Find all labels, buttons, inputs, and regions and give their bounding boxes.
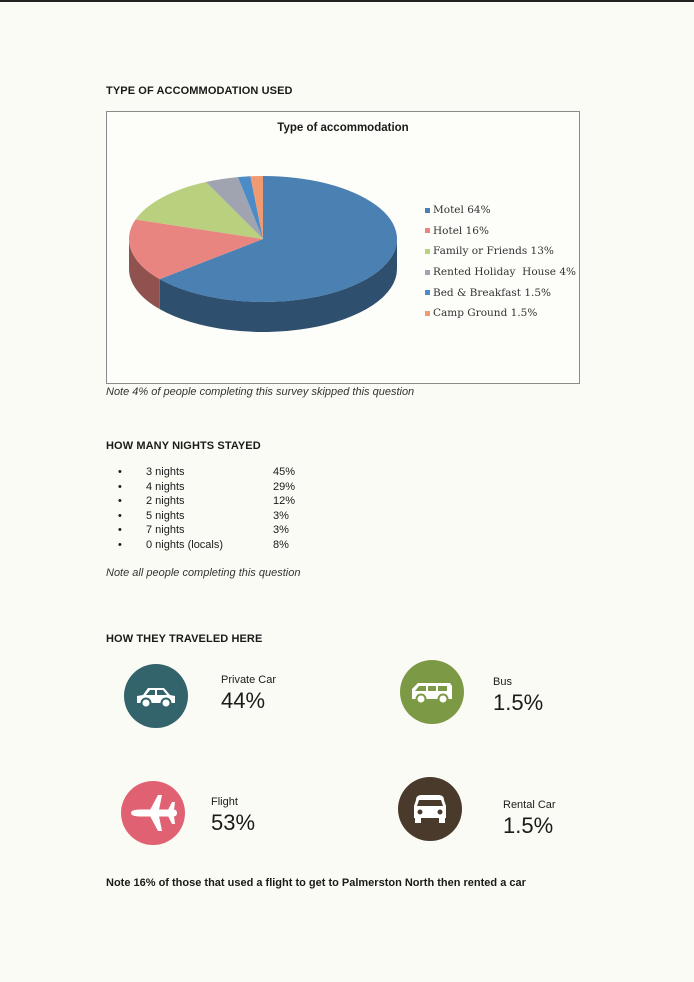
legend-item (425, 241, 576, 262)
bullet: • (118, 538, 122, 551)
legend-label: Rented Holiday House 4% (433, 266, 576, 279)
private-car-percent: 44% (221, 688, 266, 713)
legend-swatch (425, 270, 430, 275)
flight-label: Flight (211, 796, 238, 808)
legend-item (425, 282, 576, 303)
nights-value: 8% (273, 538, 289, 551)
nights-heading: HOW MANY NIGHTS STAYED (106, 440, 261, 452)
legend-swatch (425, 311, 430, 316)
bus-circle (400, 660, 464, 724)
legend-item (425, 200, 576, 221)
nights-value: 12% (273, 495, 296, 507)
car-icon (133, 681, 179, 711)
nights-label: 2 nights (146, 495, 185, 507)
legend-swatch (425, 228, 430, 233)
nights-label: 5 nights (146, 509, 185, 522)
chart-legend (425, 200, 576, 324)
bullet: • (118, 509, 122, 522)
van-icon (409, 677, 455, 707)
travel-note: Note 16% of those that used a flight to get to Palmerston North then rented a car (106, 877, 526, 889)
page-top-edge (0, 0, 694, 2)
legend-label: Motel 64% (433, 204, 491, 217)
accommodation-note: Note 4% of people completing this survey skipped this question (106, 386, 415, 398)
nights-label: 0 nights (locals) (146, 538, 224, 551)
nights-value: 29% (273, 480, 296, 493)
legend-item (425, 221, 576, 242)
rental-car-circle (398, 777, 462, 841)
legend-swatch (425, 208, 430, 213)
accommodation-chart (106, 111, 580, 384)
bus-label: Bus (493, 676, 512, 688)
rental-car-label: Rental Car (503, 799, 556, 811)
bullet: • (118, 480, 122, 493)
bullet: • (118, 524, 122, 536)
private-car-label: Private Car (221, 674, 277, 686)
legend-label: Hotel 16% (433, 224, 489, 237)
nights-label: 3 nights (146, 466, 185, 478)
rental-car-percent: 1.5% (503, 813, 554, 838)
accommodation-heading: TYPE OF ACCOMMODATION USED (106, 85, 293, 97)
nights-value: 45% (273, 466, 296, 478)
legend-label: Camp Ground 1.5% (433, 307, 538, 320)
nights-label: 4 nights (146, 480, 185, 493)
legend-item (425, 262, 576, 283)
legend-item (425, 303, 576, 324)
bus-percent: 1.5% (493, 690, 544, 715)
legend-label: Family or Friends 13% (433, 245, 554, 258)
rental-car-icon (410, 792, 450, 826)
legend-swatch (425, 249, 430, 254)
nights-label: 7 nights (146, 524, 185, 536)
legend-label: Bed & Breakfast 1.5% (433, 286, 552, 299)
legend-swatch (425, 290, 430, 295)
bullet: • (118, 466, 122, 478)
private-car-circle (124, 664, 188, 728)
flight-percent: 53% (211, 810, 256, 835)
nights-value: 3% (273, 524, 289, 536)
airplane-icon (128, 793, 178, 833)
nights-note: Note all people completing this question (106, 567, 301, 579)
chart-title: Type of accommodation (277, 122, 409, 134)
flight-circle (121, 781, 185, 845)
nights-value: 3% (273, 509, 289, 522)
travel-heading: HOW THEY TRAVELED HERE (106, 633, 263, 645)
bullet: • (118, 495, 122, 507)
